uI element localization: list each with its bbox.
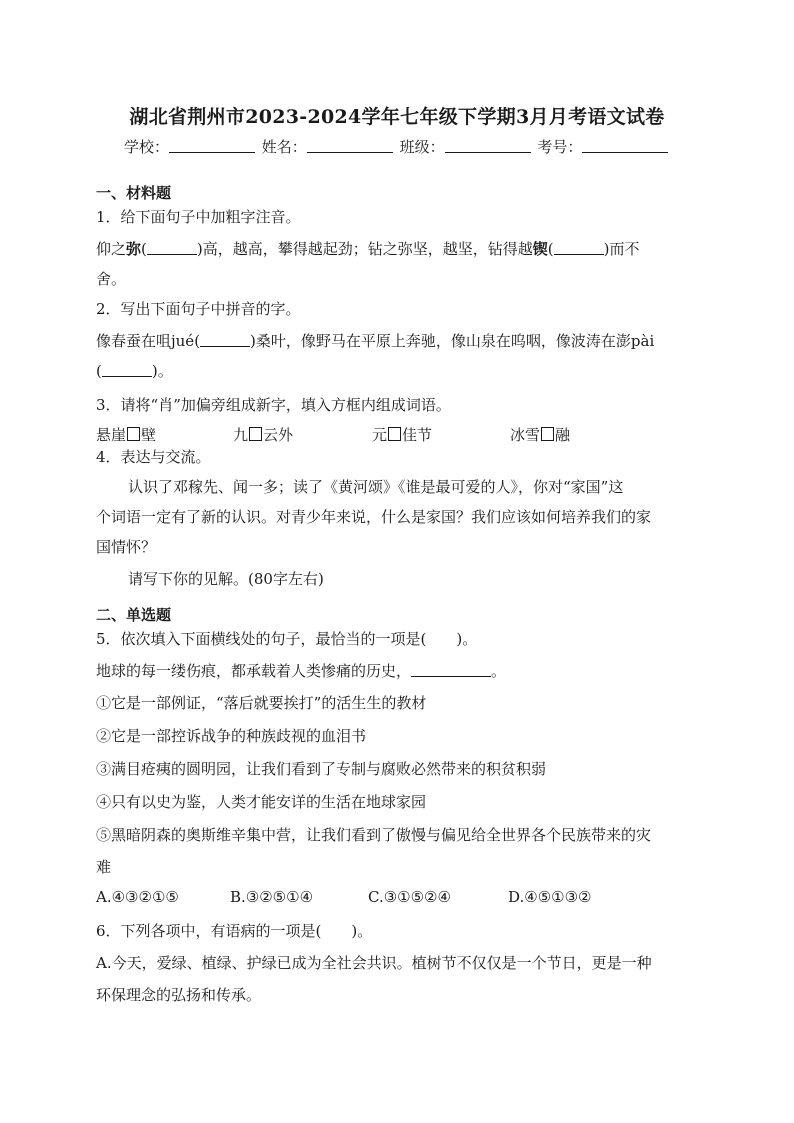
- q2-answer-blank-1[interactable]: [200, 332, 250, 347]
- q2-text-a: 像春蚕在咀jué(: [96, 332, 201, 350]
- question-2-sentence: [96, 330, 654, 351]
- question-1-sentence-end: 舍。: [96, 270, 127, 288]
- q3-box-4[interactable]: [541, 427, 554, 441]
- student-info-row: [124, 136, 670, 157]
- q1-text-e: )而不: [603, 240, 640, 258]
- q4-paragraph-line-1: 认识了邓稼先、闻一多；读了《黄河颂》《谁是最可爱的人》，你对“家国”这: [128, 478, 624, 496]
- q5-option-1: ①它是一部例证，“落后就要挨打”的活生生的教材: [96, 694, 427, 712]
- question-6-prompt: 6．下列各项中，有语病的一项是( )。: [96, 922, 373, 940]
- school-label: 学校：: [124, 138, 170, 156]
- question-2-prompt: 2．写出下面句子中拼音的字。: [96, 300, 301, 318]
- section-heading-2: 二、单选题: [96, 606, 172, 624]
- q3-item-1: [96, 424, 156, 445]
- q3-box-2[interactable]: [249, 427, 262, 441]
- question-3-prompt: 3．请将“肖”加偏旁组成新字，填入方框内组成词语。: [96, 396, 451, 414]
- q1-text-c: )高，越高，攀得越起劲；钻之弥坚，越坚，钻得越: [196, 240, 533, 258]
- q3-item-2-post: 云外: [263, 426, 294, 444]
- name-blank[interactable]: [307, 138, 393, 153]
- q5-stem-text: 地球的每一缕伤痕，都承载着人类惨痛的历史，: [96, 662, 412, 680]
- q3-box-3[interactable]: [388, 427, 401, 441]
- q3-item-4-pre: 冰雪: [510, 426, 541, 444]
- question-4-prompt: 4．表达与交流。: [96, 448, 211, 466]
- q4-paragraph-line-2: 个词语一定有了新的认识。对青少年来说，什么是家国？我们应该如何培养我们的家: [96, 508, 652, 526]
- q5-stem-end: 。: [491, 662, 507, 680]
- q1-answer-blank-2[interactable]: [554, 240, 604, 255]
- q5-option-5-line-2: 难: [96, 858, 112, 876]
- q3-item-3: [372, 424, 432, 445]
- question-1-sentence: [96, 238, 639, 259]
- q3-item-4-post: 融: [555, 426, 571, 444]
- q1-bold-char-2: 锲: [532, 240, 548, 258]
- q3-item-1-post: 壁: [141, 426, 157, 444]
- q4-paragraph-line-3: 国情怀？: [96, 538, 157, 556]
- q2-answer-blank-2[interactable]: [102, 362, 152, 377]
- q2-text-end: )。: [151, 362, 173, 380]
- q1-paren-open-1: (: [141, 240, 147, 258]
- section-heading-1: 一、材料题: [96, 184, 172, 202]
- exam-title: 湖北省荆州市2023-2024学年七年级下学期3月月考语文试卷: [129, 106, 665, 128]
- question-5-stem: [96, 660, 506, 681]
- q5-choice-c[interactable]: C.③①⑤②④: [368, 888, 451, 906]
- q5-choice-d[interactable]: D.④⑤①③②: [508, 888, 592, 906]
- q1-text-a: 仰之: [96, 240, 127, 258]
- q1-paren-open-2: (: [547, 240, 554, 258]
- name-label: 姓名：: [261, 138, 307, 156]
- class-label: 班级：: [399, 138, 445, 156]
- q5-choice-a[interactable]: A.④③②①⑤: [96, 888, 179, 906]
- q5-choice-b[interactable]: B.③②⑤①④: [230, 888, 314, 906]
- q3-item-3-post: 佳节: [402, 426, 433, 444]
- q5-option-2: ②它是一部控诉战争的种族歧视的血泪书: [96, 727, 367, 745]
- q1-answer-blank-1[interactable]: [147, 240, 197, 255]
- q3-item-2: [233, 424, 293, 445]
- q3-item-2-pre: 九: [233, 426, 249, 444]
- q3-box-1[interactable]: [127, 427, 140, 441]
- q3-item-3-pre: 元: [372, 426, 388, 444]
- q5-stem-blank[interactable]: [411, 662, 491, 677]
- q5-option-3: ③满目疮痍的圆明园，让我们看到了专制与腐败必然带来的积贫积弱: [96, 760, 547, 778]
- q3-item-4: [510, 424, 570, 445]
- q6-option-a-line-1[interactable]: A.今天，爱绿、植绿、护绿已成为全社会共识。植树节不仅仅是一个节日，更是一种: [96, 954, 652, 972]
- q2-text-b: )桑叶，像野马在平原上奔驰，像山泉在呜咽，像波涛在澎pài: [250, 332, 655, 350]
- q5-option-5-line-1: ⑤黑暗阴森的奥斯维辛集中营，让我们看到了傲慢与偏见给全世界各个民族带来的灾: [96, 826, 652, 844]
- q3-item-1-pre: 悬崖: [96, 426, 127, 444]
- number-label: 考号：: [537, 138, 583, 156]
- question-2-sentence-end: [96, 360, 173, 381]
- number-blank[interactable]: [582, 138, 668, 153]
- q5-option-4: ④只有以史为鉴，人类才能安详的生活在地球家园: [96, 793, 427, 811]
- question-1-prompt: 1．给下面句子中加粗字注音。: [96, 208, 301, 226]
- class-blank[interactable]: [445, 138, 531, 153]
- q6-option-a-line-2: 环保理念的弘扬和传承。: [96, 986, 262, 1004]
- school-blank[interactable]: [169, 138, 255, 153]
- q4-instruction: 请写下你的见解。(80字左右): [128, 570, 324, 588]
- q2-paren-open: (: [96, 362, 102, 380]
- question-5-prompt: 5．依次填入下面横线处的句子，最恰当的一项是( )。: [96, 630, 478, 648]
- q1-bold-char-1: 弥: [126, 240, 142, 258]
